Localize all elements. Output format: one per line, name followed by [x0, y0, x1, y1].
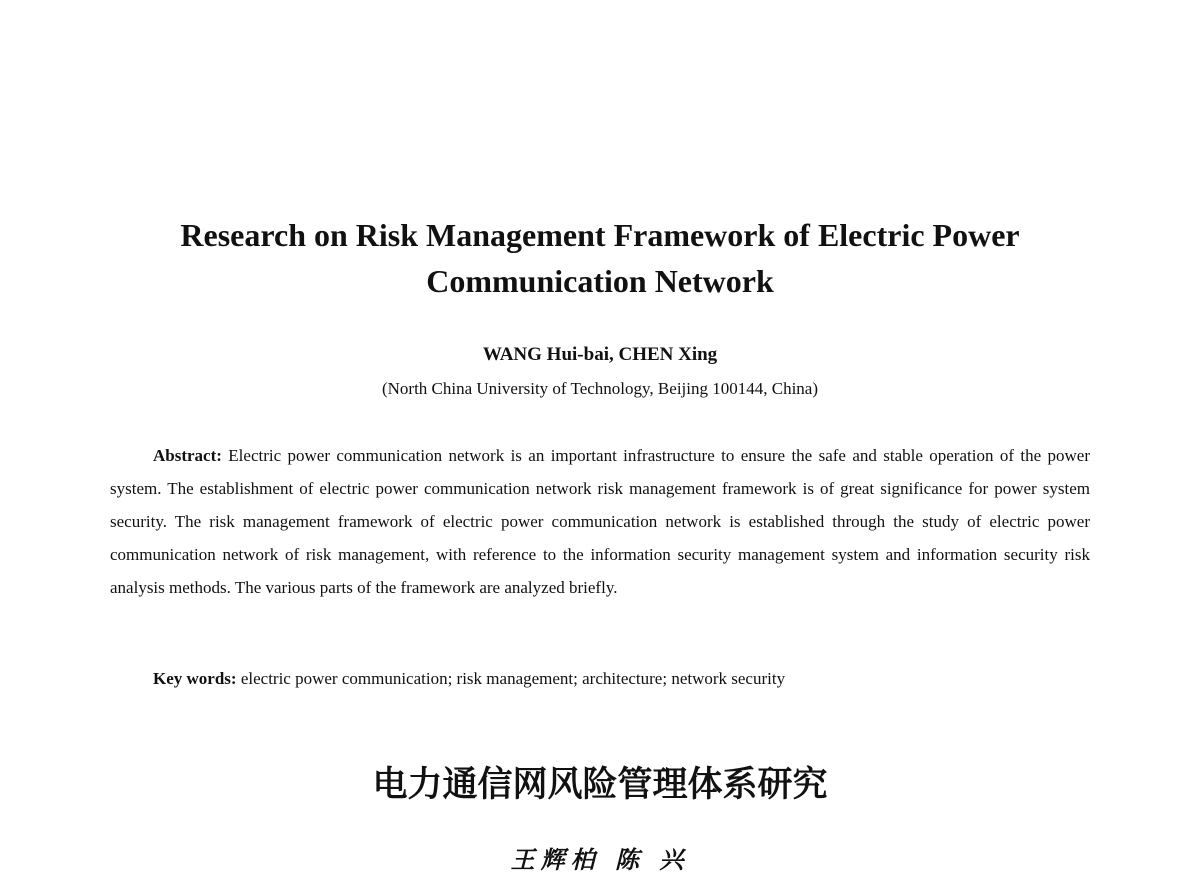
english-title-line-2: Communication Network [426, 263, 774, 299]
abstract-paragraph [110, 439, 1090, 604]
abstract-label: Abstract: [153, 446, 222, 465]
abstract-text: Electric power communication network is an important infrastructure to ensure the safe and stable operation of the power system. The establishment of electric power communication network risk management framework is of great significance for power system security. The risk management framework of electric power communication network is established through the study of electric power communication network of risk management, with reference to the information security management system and information security risk analysis methods. The various parts of the framework are analyzed briefly. [110, 446, 1090, 597]
keywords-line [153, 664, 1093, 694]
keywords-label: Key words: [153, 669, 237, 688]
english-title-line-1: Research on Risk Management Framework of Electric Power [180, 217, 1020, 253]
english-title [100, 212, 1100, 304]
chinese-authors: 王辉柏 陈 兴 [510, 845, 690, 874]
keywords-text: electric power communication; risk management; architecture; network security [236, 669, 786, 688]
english-authors: WANG Hui-bai, CHEN Xing [482, 344, 718, 365]
chinese-title: 电力通信网风险管理体系研究 [372, 765, 828, 805]
english-affiliation: (North China University of Technology, Beijing 100144, China) [381, 379, 819, 398]
